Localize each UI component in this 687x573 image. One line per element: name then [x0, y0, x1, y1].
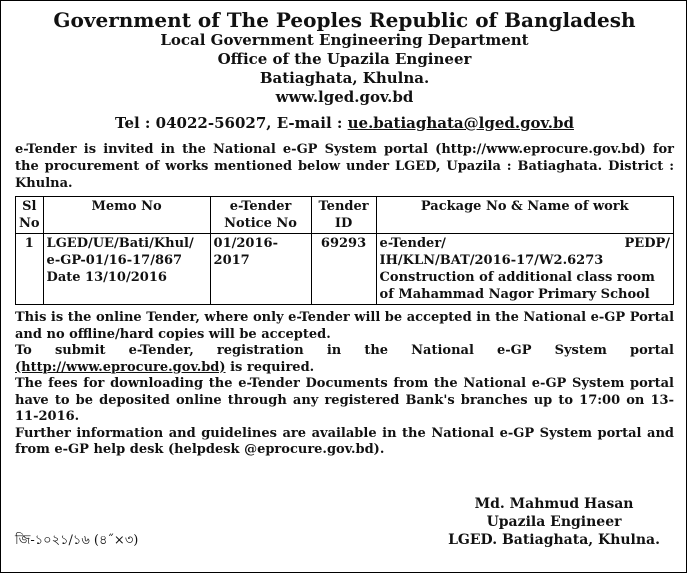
paragraph-guidelines: Further information and guidelines are available in the National e-GP System portal and from e-GP help desk (helpdesk @eprocure.gov.bd). [15, 425, 674, 457]
cell-package [376, 234, 673, 305]
office-location: Batiaghata, Khulna. [259, 69, 430, 87]
cell-memo: LGED/UE/Bati/Khul/ e-GP-01/16-17/867 Date 13/10/2016 [43, 234, 210, 305]
package-first-line [380, 235, 670, 252]
table-row [16, 234, 674, 305]
header-package: Package No & Name of work [376, 197, 673, 234]
email-link[interactable]: ue.batiaghata@lged.gov.bd [347, 114, 574, 132]
government-title: Government of The Peoples Republic of Bangladesh [53, 8, 636, 32]
tel-label: Tel : 04022-56027, E-mail : [115, 114, 348, 132]
cell-tender-id: 69293 [311, 234, 376, 305]
tender-table [15, 196, 674, 305]
package-suffix: PEDP/ [624, 236, 670, 251]
paragraph-registration [15, 343, 674, 376]
header-memo: Memo No [43, 197, 210, 234]
department-name: Local Government Engineering Department [160, 31, 529, 49]
website[interactable]: www.lged.gov.bd [275, 88, 414, 106]
signatory-office: LGED. Batiaghata, Khulna. [448, 532, 660, 548]
registration-text-end: is required. [225, 359, 315, 375]
package-prefix: e-Tender/ [379, 236, 446, 251]
table-header-row [16, 197, 674, 234]
notice-body [15, 310, 674, 459]
header-tender-id: Tender ID [311, 197, 376, 234]
package-rest: IH/KLN/BAT/2016-17/W2.6273 Construction of additional class room of Mahammad Nagor Primary School [379, 253, 655, 302]
reference-code: জি-১০২১/১৬ (৪˝×৩) [15, 533, 139, 548]
cell-sl: 1 [16, 234, 44, 305]
header [15, 9, 674, 133]
signature-block [448, 495, 660, 549]
office-name: Office of the Upazila Engineer [217, 50, 472, 68]
header-notice: e-Tender Notice No [210, 197, 311, 234]
eprocure-link[interactable]: (http://www.eprocure.gov.bd) [15, 359, 226, 375]
signatory-title: Upazila Engineer [486, 514, 622, 530]
signatory-name: Md. Mahmud Hasan [474, 496, 634, 512]
paragraph-fees: The fees for downloading the e-Tender Documents from the National e-GP System portal have to be deposited online through any registered Bank's branches up to 17:00 on 13-11-2016. [15, 376, 674, 424]
cell-notice: 01/2016-2017 [210, 234, 311, 305]
paragraph-online-tender: This is the online Tender, where only e-Tender will be accepted in the National e-GP Portal and no offline/hard copies will be accepted. [15, 310, 675, 342]
contact-line [15, 113, 674, 133]
intro-paragraph: e-Tender is invited in the National e-GP System portal (http://www.eprocure.gov.bd) for the procurement of works mentioned below under LGED, Upazila : Batiaghata. District : Khulna. [15, 142, 674, 191]
registration-text: To submit e-Tender, registration in the National e-GP System portal [15, 343, 674, 358]
header-sl: Sl No [16, 197, 44, 234]
